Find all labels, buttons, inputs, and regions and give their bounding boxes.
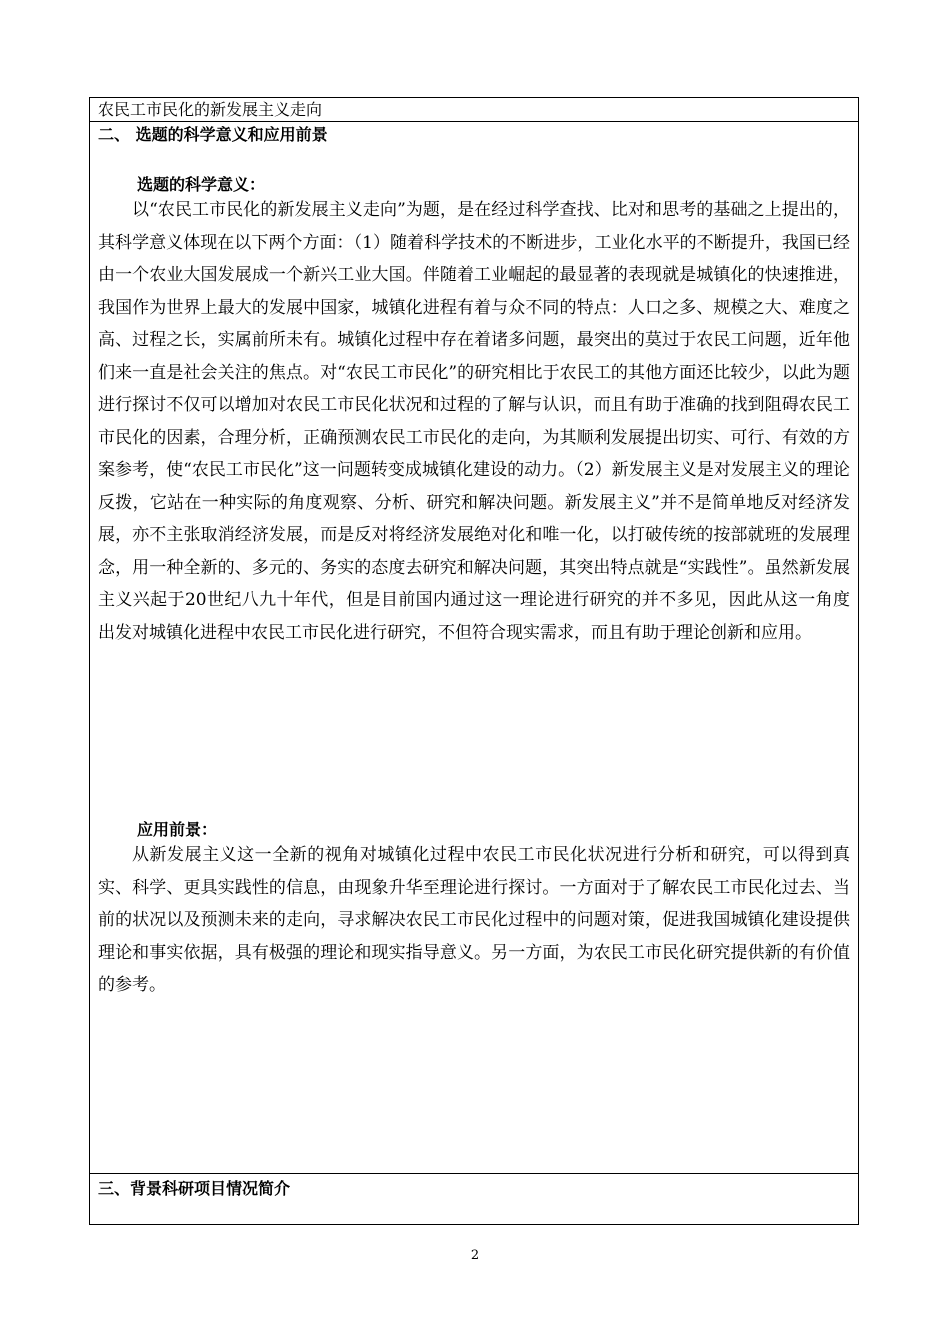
project-title: 农民工市民化的新发展主义走向 — [98, 100, 323, 119]
title-row — [90, 98, 858, 122]
page-number: 2 — [470, 1248, 480, 1263]
form-table — [89, 97, 859, 1225]
section-significance-cell — [90, 122, 858, 1174]
significance-paragraph: 以“农民工市民化的新发展主义走向”为题，是在经过科学查找、比对和思考的基础之上提出的，其科学意义体现在以下两个方面：（1）随着科学技术的不断进步，工业化水平的不断提升，我国已经由一个农业大国发展成一个新兴工业大国。伴随着工业崛起的最显著的表现就是城镇化的快速推进，我国作为世界上最大的发展中国家，城镇化进程有着与众不同的特点：人口之多、规模之大、难度之高、过程之长，实属前所未有。城镇化过程中存在着诸多问题，最突出的莫过于农民工问题，近年他们来一直是社会关注的焦点。对“农民工市民化”的研究相比于农民工的其他方面还比较少，以此为题进行探讨不仅可以增加对农民工市民化状况和过程的了解与认识，而且有助于准确的找到阻碍农民工市民化的因素，合理分析，正确预测农民工市民化的走向，为其顺利发展提出切实、可行、有效的方案参考，使“农民工市民化”这一问题转变成城镇化建设的动力。（2）新发展主义是对发展主义的理论反拨，它站在一种实际的角度观察、分析、研究和解决问题。新发展主义”并不是简单地反对经济发展，亦不主张取消经济发展，而是反对将经济发展绝对化和唯一化，以打破传统的按部就班的发展理念，用一种全新的、多元的、务实的态度去研究和解决问题，其突出特点就是“实践性”。虽然新发展主义兴起于20世纪八九十年代，但是目前国内通过这一理论进行研究的并不多见，因此从这一角度出发对城镇化进程中农民工市民化进行研究，不但符合现实需求，而且有助于理论创新和应用。 — [98, 200, 850, 643]
section-3-heading: 三、背景科研项目情况简介 — [98, 1179, 291, 1198]
section-background-cell — [90, 1174, 858, 1225]
prospect-heading: 应用前景： — [137, 820, 218, 839]
section-2-heading: 二、 选题的科学意义和应用前景 — [98, 125, 328, 144]
significance-heading: 选题的科学意义： — [137, 175, 266, 194]
prospect-paragraph: 从新发展主义这一全新的视角对城镇化过程中农民工市民化状况进行分析和研究，可以得到真实、科学、更具实践性的信息，由现象升华至理论进行探讨。一方面对于了解农民工市民化过去、当前的状况以及预测未来的走向，寻求解决农民工市民化过程中的问题对策，促进我国城镇化建设提供理论和事实依据，具有极强的理论和现实指导意义。另一方面，为农民工市民化研究提供新的有价值的参考。 — [98, 845, 850, 995]
